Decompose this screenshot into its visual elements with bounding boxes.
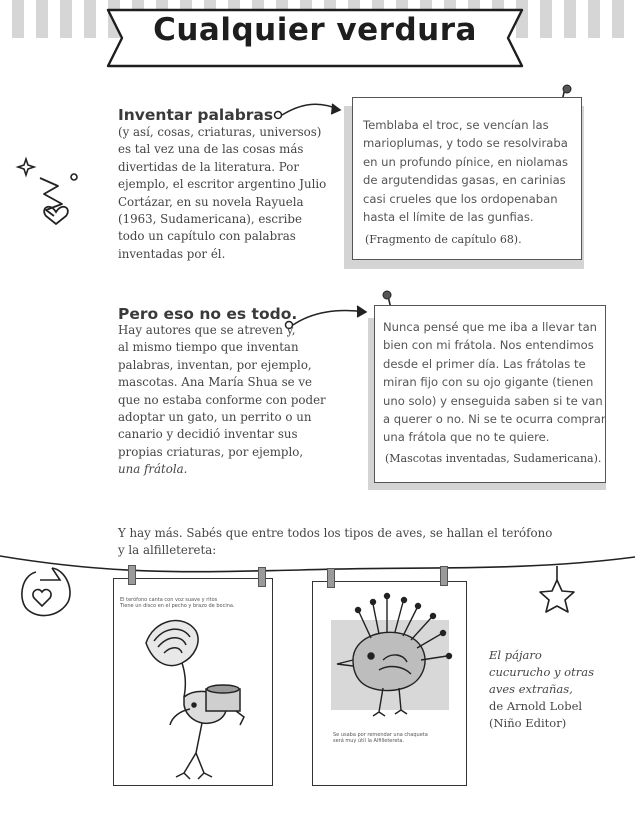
quote-card: [352, 97, 582, 260]
quote-line: en un profundo pínice, en niolamas: [363, 154, 569, 169]
quote-source: (Fragmento de capítulo 68).: [365, 233, 522, 246]
clothespin: [440, 566, 448, 586]
body-line: una frátola.: [118, 462, 188, 477]
illustration-card-terofono: [113, 578, 273, 786]
star-icon: [540, 566, 574, 612]
body-line: mascotas. Ana María Shua se ve: [118, 375, 313, 390]
quote-line: miran fijo con su ojo gigante (tienen: [383, 375, 594, 390]
quote-line: marioplumas, y todo se resolviraba: [363, 136, 568, 151]
book-line: cucurucho y otras: [489, 665, 594, 679]
quote-text: [363, 116, 568, 226]
envelope-heart-icon: [22, 568, 70, 616]
sparkle-icon: [18, 159, 77, 180]
body-line: (1963, Sudamericana), escribe: [118, 212, 302, 227]
quote-line: Temblaba el troc, se vencían las: [363, 118, 549, 132]
body-line: propias criaturas, por ejemplo,: [118, 444, 304, 459]
book-line: (Niño Editor): [489, 716, 567, 730]
quote-line: casi crueles que los ordopenaban: [363, 191, 558, 206]
book-line: de Arnold Lobel: [489, 699, 583, 713]
section-body: [118, 322, 326, 479]
quote-line: de argutendidas gasas, en carinias: [363, 173, 566, 188]
section-body: [118, 124, 326, 263]
body-line: Y hay más. Sabés que entre todos los tipos de aves, se hallan el terófono: [118, 526, 553, 540]
quote-line: una frátola que no te quiere.: [383, 430, 550, 445]
quote-line: a querer o no. Ni se te ocurra comprar: [383, 412, 606, 427]
quote-line: uno solo) y enseguida saben si te van: [383, 393, 603, 408]
body-line: al mismo tiempo que inventan: [118, 340, 299, 355]
section-heading: Inventar palabras: [118, 106, 274, 124]
body-line: canario y decidió inventar sus: [118, 427, 298, 442]
illustration-card-alfilletereta: [312, 581, 467, 786]
body-line: adoptar un gato, un perrito o un: [118, 410, 312, 425]
quote-line: hasta el límite de las gunfias.: [363, 210, 534, 225]
clothespin: [128, 565, 136, 585]
quote-card: [374, 305, 606, 483]
lightning-icon: [40, 178, 62, 216]
body-line: y la alfilletereta:: [118, 543, 217, 558]
page-title: Cualquier verdura: [153, 12, 477, 48]
body-line: Cortázar, en su novela Rayuela: [118, 194, 304, 209]
body-line: (y así, cosas, criaturas, universos): [118, 125, 322, 139]
body-line: ejemplo, el escritor argentino Julio: [118, 177, 327, 192]
terofono-illustration: [124, 613, 264, 781]
book-line: El pájaro: [489, 648, 542, 662]
quote-line: bien con mi frátola. Nos entendimos: [383, 338, 594, 353]
body-line: palabras, inventan, por ejemplo,: [118, 357, 312, 372]
intro-text: [118, 525, 552, 560]
card-caption: El terófono canta con voz suave y ritos Tiene un disco en el pecho y brazo de bocina.: [120, 597, 235, 609]
body-line: divertidas de la literatura. Por: [118, 159, 300, 174]
body-line: es tal vez una de las cosas más: [118, 142, 304, 157]
quote-text: [383, 318, 606, 447]
book-reference: [489, 647, 594, 732]
body-line: que no estaba conforme con poder: [118, 392, 326, 407]
body-line: todo un capítulo con palabras: [118, 229, 296, 244]
quote-source: (Mascotas inventadas, Sudamericana).: [385, 452, 602, 465]
arrow-icon: [275, 104, 341, 119]
clothespin: [327, 568, 335, 588]
card-caption: Se usaba por remendar una chaqueta será muy útil la Alfilletereta.: [333, 732, 428, 744]
body-line: Hay autores que se atreven y,: [118, 323, 296, 337]
quote-line: desde el primer día. Las frátolas te: [383, 356, 586, 371]
section-heading: Pero eso no es todo.: [118, 305, 298, 323]
clothespin: [258, 567, 266, 587]
book-line: aves extrañas,: [489, 682, 573, 696]
body-line: inventadas por él.: [118, 246, 226, 261]
alfilletereta-illustration: [323, 590, 458, 720]
quote-line: Nunca pensé que me iba a llevar tan: [383, 320, 598, 334]
